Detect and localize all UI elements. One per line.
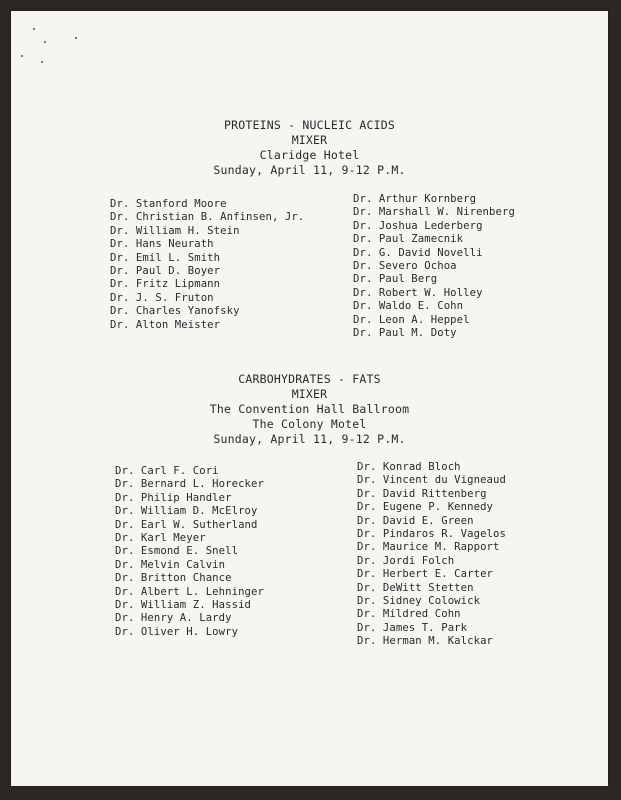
heading-event: MIXER	[291, 387, 328, 401]
attendee-name: Dr. Earl W. Sutherland	[115, 518, 258, 531]
attendee-name: Dr. Arthur Kornberg	[353, 193, 477, 205]
section-heading	[11, 118, 608, 178]
attendee-name: Dr. Emil L. Smith	[110, 251, 221, 264]
heading-title: PROTEINS - NUCLEIC ACIDS	[224, 118, 395, 132]
attendee-name: Dr. Sidney Colowick	[357, 595, 481, 608]
heading-title: CARBOHYDRATES - FATS	[238, 372, 381, 386]
attendee-name: Dr. Melvin Calvin	[115, 558, 226, 571]
attendee-name: Dr. William H. Stein	[110, 224, 240, 237]
attendee-name: Dr. Paul D. Boyer	[110, 265, 221, 278]
attendee-name: Dr. Herbert E. Carter	[357, 568, 494, 581]
attendee-name: Dr. Henry A. Lardy	[115, 612, 232, 625]
attendee-list-right	[357, 461, 506, 649]
attendee-name: Dr. Esmond E. Snell	[115, 545, 239, 558]
carbohydrates-fats-section	[11, 372, 608, 648]
attendee-name: Dr. Pindaros R. Vagelos	[357, 528, 506, 541]
punch-mark	[21, 55, 23, 57]
attendee-name: Dr. Konrad Bloch	[357, 461, 461, 473]
attendee-name: Dr. Philip Handler	[115, 491, 232, 504]
attendee-name: Dr. James T. Park	[357, 621, 468, 634]
attendee-list-left	[110, 198, 304, 332]
heading-event: MIXER	[291, 133, 328, 147]
attendee-name: Dr. Christian B. Anfinsen, Jr.	[110, 211, 305, 224]
attendee-name: Dr. Stanford Moore	[110, 198, 227, 210]
punch-mark	[44, 41, 46, 43]
attendee-name: Dr. Alton Meister	[110, 318, 221, 331]
attendee-name: Dr. Herman M. Kalckar	[357, 635, 494, 648]
attendee-name: Dr. J. S. Fruton	[110, 291, 214, 304]
attendee-name: Dr. G. David Novelli	[353, 246, 483, 259]
punch-mark	[41, 61, 43, 63]
attendee-name: Dr. Vincent du Vigneaud	[357, 474, 506, 487]
punch-mark	[75, 37, 77, 39]
attendee-name: Dr. Carl F. Cori	[115, 465, 219, 477]
attendee-name: Dr. David Rittenberg	[357, 487, 487, 500]
attendee-name: Dr. Mildred Cohn	[357, 608, 461, 621]
attendee-name: Dr. Eugene P. Kennedy	[357, 501, 494, 514]
attendee-list-right	[353, 193, 515, 340]
heading-date: Sunday, April 11, 9-12 P.M.	[213, 432, 406, 446]
attendee-name: Dr. David E. Green	[357, 514, 474, 527]
attendee-name: Dr. Albert L. Lehninger	[115, 585, 264, 598]
attendee-name: Dr. Paul M. Doty	[353, 327, 457, 340]
attendee-name: Dr. Joshua Lederberg	[353, 219, 483, 232]
attendee-name: Dr. Hans Neurath	[110, 238, 214, 251]
attendee-name: Dr. Oliver H. Lowry	[115, 625, 239, 638]
heading-date: Sunday, April 11, 9-12 P.M.	[213, 163, 406, 177]
attendee-name: Dr. Paul Zamecnik	[353, 233, 464, 246]
attendee-name: Dr. Leon A. Heppel	[353, 313, 470, 326]
punch-mark	[33, 28, 35, 30]
section-heading	[11, 372, 608, 447]
attendee-name: Dr. Maurice M. Rapport	[357, 541, 500, 554]
attendee-name: Dr. DeWitt Stetten	[357, 581, 474, 594]
attendee-name: Dr. Marshall W. Nirenberg	[353, 206, 515, 219]
attendee-name: Dr. Robert W. Holley	[353, 286, 483, 299]
attendee-name: Dr. Paul Berg	[353, 273, 438, 286]
attendee-name: Dr. Britton Chance	[115, 572, 232, 585]
heading-venue: The Convention Hall Ballroom	[209, 402, 410, 416]
document-page	[11, 11, 608, 786]
attendee-name: Dr. Karl Meyer	[115, 532, 206, 545]
attendee-name: Dr. Fritz Lipmann	[110, 278, 221, 291]
attendee-list-left	[115, 465, 264, 639]
attendee-name: Dr. Jordi Folch	[357, 554, 455, 567]
attendee-name: Dr. William D. McElroy	[115, 505, 258, 518]
proteins-nucleic-acids-section	[11, 118, 608, 340]
attendee-name: Dr. Bernard L. Horecker	[115, 478, 264, 491]
heading-venue: Claridge Hotel	[259, 148, 360, 162]
attendee-name: Dr. Severo Ochoa	[353, 260, 457, 273]
attendee-name: Dr. Charles Yanofsky	[110, 305, 240, 318]
heading-venue-secondary: The Colony Motel	[252, 417, 367, 431]
attendee-name: Dr. William Z. Hassid	[115, 599, 252, 612]
attendee-name: Dr. Waldo E. Cohn	[353, 300, 464, 313]
